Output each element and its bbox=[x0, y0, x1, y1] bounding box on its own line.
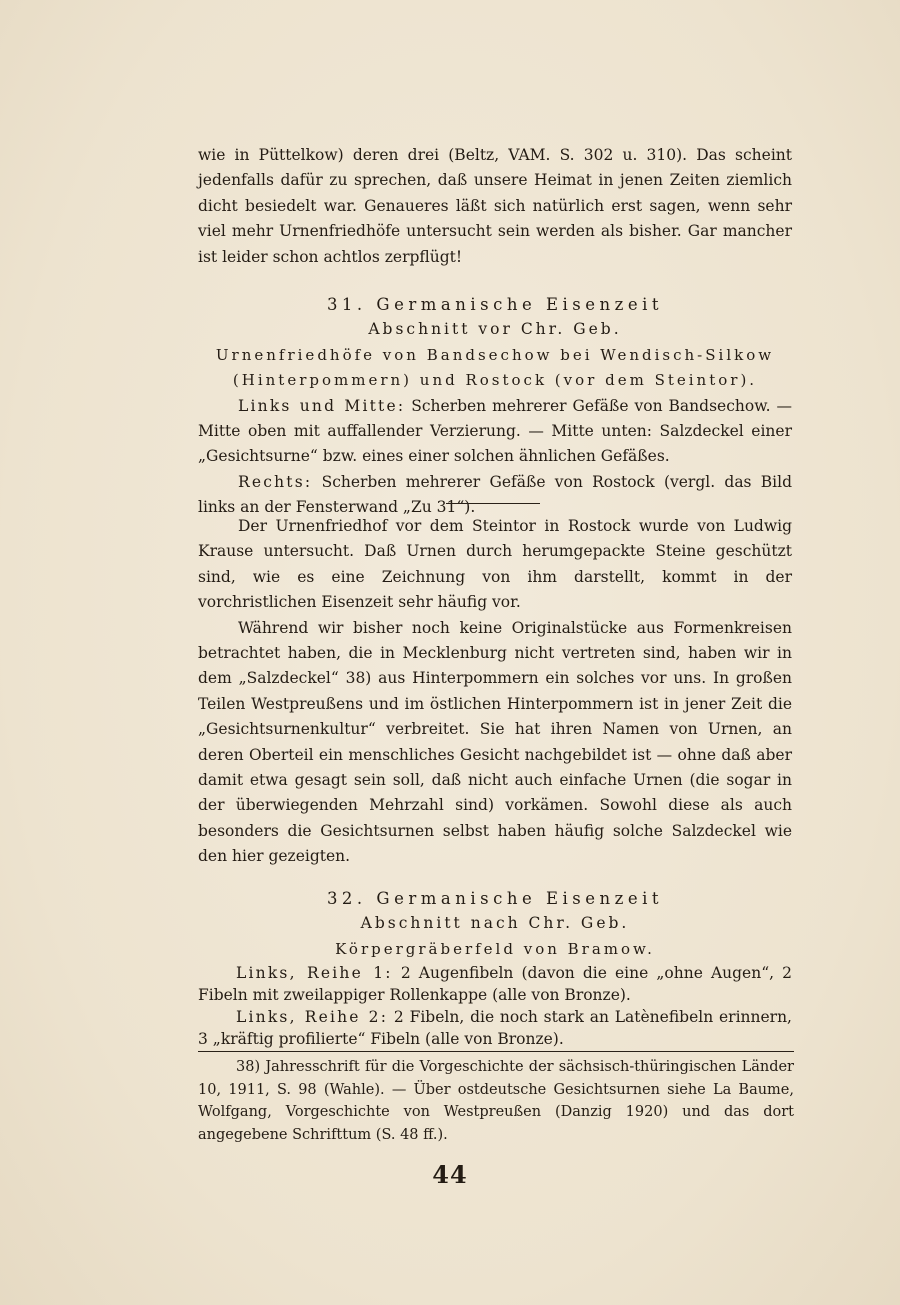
intro-paragraph: wie in Püttelkow) deren drei (Beltz, VAM. S. 302 u. 310). Das scheint jedenfalls dafür zu sprechen, daß unsere Heimat in jenen Zeiten ziemlich dicht besiedelt war. Genaueres läßt sich natürlich erst sagen, wenn sehr viel mehr Urnenfriedhöfe untersucht sein werden als bisher. Gar mancher ist leider schon achtlos zerpflügt! bbox=[198, 146, 792, 266]
links-label: Links und Mitte: bbox=[238, 396, 406, 415]
section-31-heading: 31. Germanische Eisenzeit bbox=[326, 295, 664, 314]
footnote bbox=[198, 1056, 794, 1146]
row-1-label: Links, Reihe 1: bbox=[236, 964, 393, 983]
row-1-entry bbox=[198, 962, 792, 1006]
footnote-text: 38) Jahresschrift für die Vorgeschichte der sächsisch-thüringischen Länder 10, 1911, S. 98 (Wahle). — Über ostdeutsche Gesichtsurnen siehe La Baume, Wolfgang, Vorgeschichte von Westpreußen (Danzig 1920) und das dort angegebene Schrifttum (S. 48 ff.). bbox=[198, 1059, 794, 1143]
section-32 bbox=[198, 886, 792, 1050]
body-paragraph-2: Während wir bisher noch keine Originalstücke aus Formenkreisen betrachtet haben, die in Mecklenburg nicht vertreten sind, haben wir in dem „Salzdeckel“ 38) aus Hinterpommern ein solches vor uns. In großen Teilen Westpreußens und im östlichen Hinterpommern ist in jener Zeit die „Gesichtsurnenkultur“ verbreitet. Sie hat ihren Namen von Urnen, an deren Oberteil ein menschliches Gesicht nachgebildet ist — ohne daß aber damit etwa gesagt sein soll, daß nicht auch einfache Urnen (die sogar in der überwiegenden Mehrzahl sind) vorkämen. Sowohl diese als auch besonders die Gesichtsurnen selbst haben häufig solche Salzdeckel wie den hier gezeigten. bbox=[198, 618, 792, 866]
body-paragraph-1: Der Urnenfriedhof vor dem Steintor in Rostock wurde von Ludwig Krause untersucht. Daß Urnen durch herumgepackte Steine geschützt sind, wie es eine Zeichnung von ihm darstellt, kommt in der vorchristlichen Eisenzeit sehr häufig vor. bbox=[198, 517, 792, 612]
section-separator bbox=[446, 503, 540, 504]
rechts-text: Scherben mehrerer Gefäße von Rostock (vergl. das Bild links an der Fensterwand „Zu 31“). bbox=[198, 472, 792, 517]
row-2-label: Links, Reihe 2: bbox=[236, 1008, 389, 1027]
section-31 bbox=[198, 292, 792, 521]
row-2-text: 2 Fibeln, die noch stark an Latènefibeln erinnern, 3 „kräftig profilierte“ Fibeln (alle von Bronze). bbox=[198, 1008, 792, 1049]
row-1-text: 2 Augenfibeln (davon die eine „ohne Augen“, 2 Fibeln mit zweilappiger Rollenkappe (alle von Bronze). bbox=[198, 964, 792, 1005]
page-number: 44 bbox=[432, 1160, 468, 1189]
intro-paragraph-block bbox=[198, 143, 792, 270]
rechts-label: Rechts: bbox=[238, 472, 313, 491]
section-31-subtitle: Abschnitt vor Chr. Geb. bbox=[368, 320, 622, 339]
section-31-site-line-1: Urnenfriedhöfe von Bandsechow bei Wendisch-Silkow bbox=[215, 345, 775, 364]
row-2-entry bbox=[198, 1006, 792, 1050]
section-32-subtitle: Abschnitt nach Chr. Geb. bbox=[360, 914, 630, 933]
section-31-links-entry bbox=[198, 394, 792, 470]
section-32-site-line: Körpergräberfeld von Bramow. bbox=[335, 939, 655, 958]
section-31-body bbox=[198, 514, 792, 870]
section-31-site-line-2: (Hinterpommern) und Rostock (vor dem Steintor). bbox=[232, 371, 758, 390]
section-32-heading: 32. Germanische Eisenzeit bbox=[326, 889, 664, 908]
footnote-rule bbox=[198, 1051, 794, 1052]
links-text: Scherben mehrerer Gefäße von Bandsechow. — Mitte oben mit auffallender Verzierung. — Mitte unten: Salzdeckel einer „Gesichtsurne“ bzw. eines einer solchen ähnlichen Gefäßes. bbox=[198, 396, 793, 466]
